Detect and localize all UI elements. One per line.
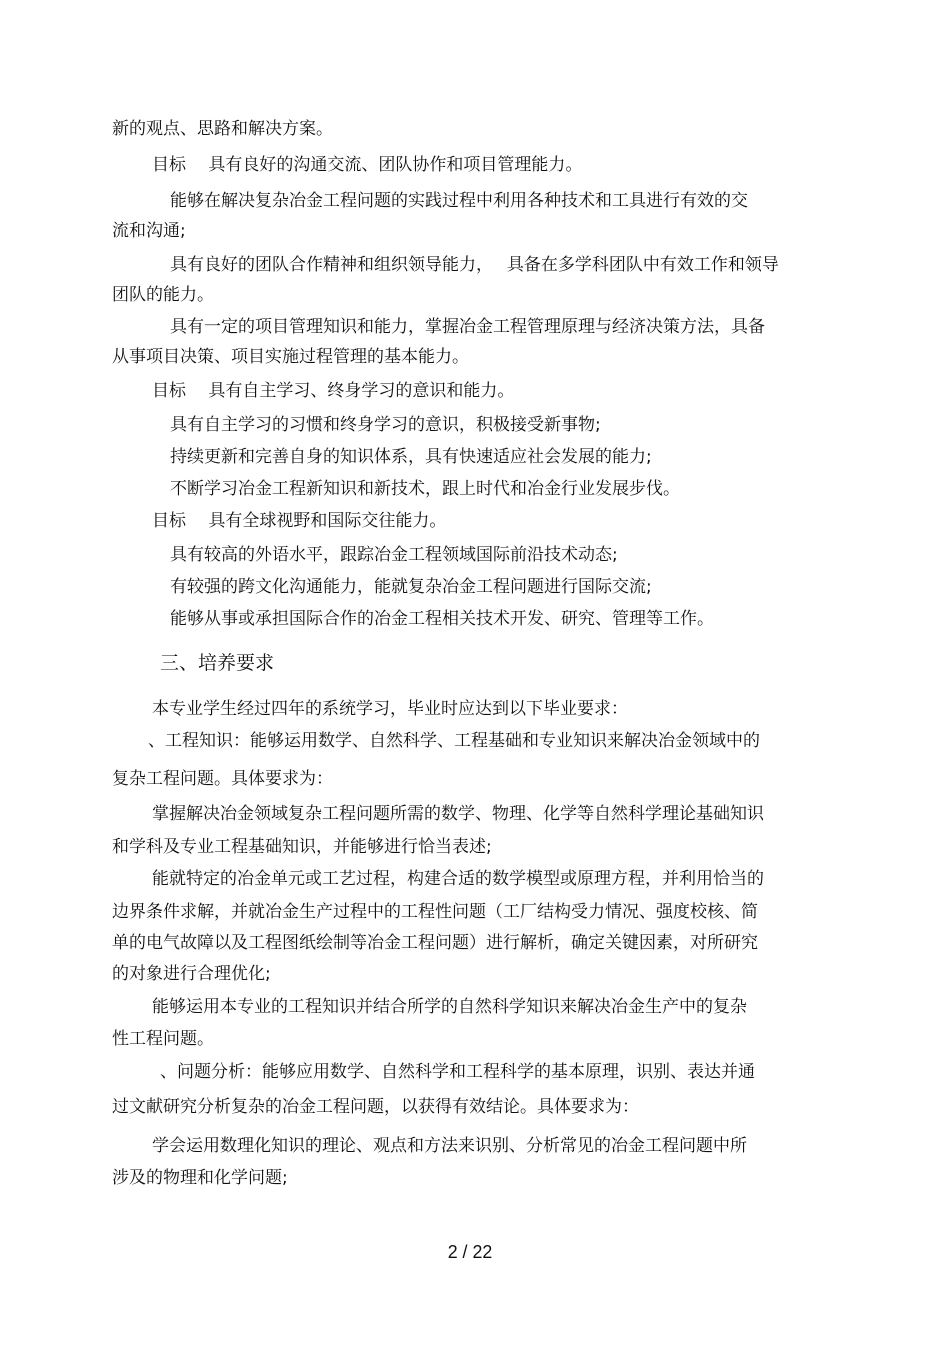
text-line: 复杂工程问题。具体要求为： [112,769,333,789]
text-line: 具有自主学习的习惯和终身学习的意识，积极接受新事物; [170,415,601,435]
text-line: 的对象进行合理优化; [112,964,271,984]
text-line: 团队的能力。 [112,285,214,305]
text-line: 过文献研究分析复杂的冶金工程问题，以获得有效结论。具体要求为： [112,1097,639,1117]
text-line: 性工程问题。 [112,1029,214,1049]
text-line: 目标 具有自主学习、终身学习的意识和能力。 [152,381,515,401]
text-line: 能够运用本专业的工程知识并结合所学的自然科学知识来解决冶金生产中的复杂 [152,997,747,1017]
text-line: 、问题分析：能够应用数学、自然科学和工程科学的基本原理，识别、表达并通 [160,1062,755,1082]
section-heading: 三、培养要求 [160,652,275,674]
page-number: 2 / 22 [447,1242,493,1262]
text-line: 单的电气故障以及工程图纸绘制等冶金工程问题）进行解析，确定关键因素，对所研究 [112,933,758,953]
text-line: 有较强的跨文化沟通能力，能就复杂冶金工程问题进行国际交流; [170,577,652,597]
text-line: 新的观点、思路和解决方案。 [112,119,333,139]
text-line: 目标 具有全球视野和国际交往能力。 [152,511,447,531]
text-line: 从事项目决策、项目实施过程管理的基本能力。 [112,347,469,367]
text-line: 学会运用数理化知识的理论、观点和方法来识别、分析常见的冶金工程问题中所 [152,1136,747,1156]
text-line: 、工程知识：能够运用数学、自然科学、工程基础和专业知识来解决冶金领域中的 [148,731,760,751]
text-line: 具有良好的团队合作精神和组织领导能力， 具备在多学科团队中有效工作和领导 [170,255,779,275]
text-line: 能就特定的冶金单元或工艺过程，构建合适的数学模型或原理方程，并利用恰当的 [152,869,764,889]
text-line: 边界条件求解，并就冶金生产过程中的工程性问题（工厂结构受力情况、强度校核、简 [112,902,758,922]
text-line: 本专业学生经过四年的系统学习，毕业时应达到以下毕业要求： [152,699,628,719]
text-line: 涉及的物理和化学问题; [112,1168,288,1188]
text-line: 能够从事或承担国际合作的冶金工程相关技术开发、研究、管理等工作。 [170,609,714,629]
text-line: 具有一定的项目管理知识和能力，掌握冶金工程管理原理与经济决策方法，具备 [170,317,765,337]
text-line: 掌握解决冶金领域复杂工程问题所需的数学、物理、化学等自然科学理论基础知识 [152,804,764,824]
text-line: 目标 具有良好的沟通交流、团队协作和项目管理能力。 [152,155,583,175]
text-line: 和学科及专业工程基础知识，并能够进行恰当表述; [112,837,492,857]
text-line: 不断学习冶金工程新知识和新技术，跟上时代和冶金行业发展步伐。 [170,479,680,499]
text-line: 流和沟通; [112,221,186,241]
text-line: 持续更新和完善自身的知识体系，具有快速适应社会发展的能力; [170,447,652,467]
text-line: 能够在解决复杂冶金工程问题的实践过程中利用各种技术和工具进行有效的交 [170,191,748,211]
text-line: 具有较高的外语水平，跟踪冶金工程领域国际前沿技术动态; [170,545,618,565]
